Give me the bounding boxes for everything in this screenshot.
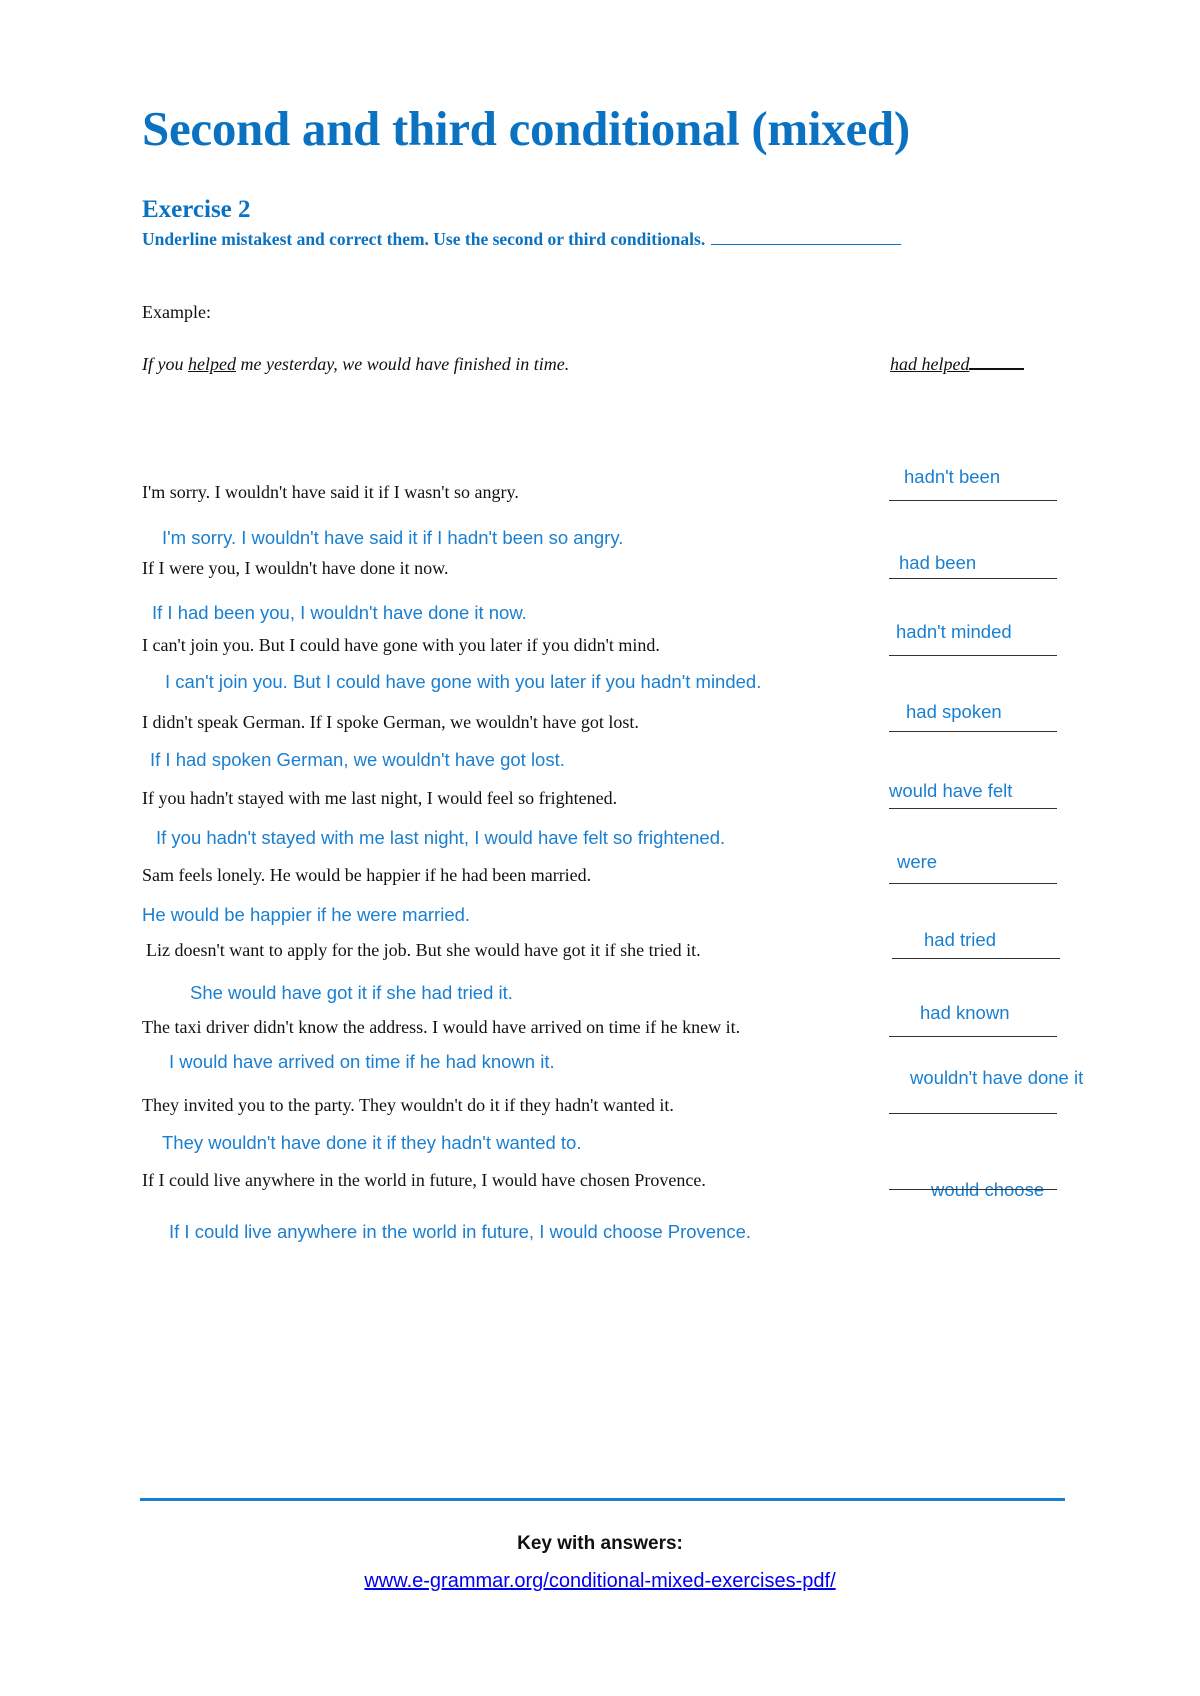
answer-line-6 [889, 883, 1057, 884]
example-sentence [142, 354, 569, 375]
answer-7: had tried [924, 929, 996, 950]
answer-line-9 [889, 1113, 1057, 1114]
answer-line-1 [889, 500, 1057, 501]
example-text: me yesterday, we would have finished in time. [235, 354, 570, 374]
question-10: If I could live anywhere in the world in future, I would have chosen Provence. [142, 1170, 706, 1190]
answer-line-7 [892, 958, 1060, 959]
example-answer [890, 354, 1024, 375]
question-2: If I were you, I wouldn't have done it now. [142, 558, 449, 578]
example-text: If you [142, 354, 188, 374]
correction-5: If you hadn't stayed with me last night, I would have felt so frightened. [156, 827, 726, 848]
answer-line-8 [889, 1036, 1057, 1037]
correction-8: I would have arrived on time if he had known it. [169, 1051, 555, 1072]
question-4: I didn't speak German. If I spoke German, we wouldn't have got lost. [142, 712, 639, 732]
question-8: The taxi driver didn't know the address. I would have arrived on time if he knew it. [142, 1017, 741, 1037]
exercise-heading: Exercise 2 [142, 196, 251, 223]
page-title: Second and third conditional (mixed) [142, 101, 910, 156]
question-7: Liz doesn't want to apply for the job. But she would have got it if she tried it. [146, 940, 701, 960]
answer-4: had spoken [906, 701, 1002, 722]
answer-1: hadn't been [904, 466, 1001, 487]
answer-3: hadn't minded [896, 621, 1012, 642]
example-answer-text: had helped [890, 354, 970, 374]
example-label: Example: [142, 302, 211, 322]
footer-divider [140, 1498, 1065, 1501]
correction-4: If I had spoken German, we wouldn't have got lost. [150, 749, 565, 770]
answer-key-link[interactable]: www.e-grammar.org/conditional-mixed-exercises-pdf/ [364, 1570, 836, 1592]
answer-5: would have felt [889, 780, 1013, 801]
example-underlined-mistake: helped [187, 354, 236, 374]
answer-line-4 [889, 731, 1057, 732]
question-5: If you hadn't stayed with me last night, I would feel so frightened. [142, 788, 618, 808]
instructions [142, 229, 901, 250]
instructions-text: Underline mistakest and correct them. Use the second or third conditionals. [142, 229, 706, 249]
question-6: Sam feels lonely. He would be happier if he had been married. [142, 865, 592, 885]
answer-line-2 [889, 578, 1057, 579]
instructions-blank-line [711, 230, 901, 245]
answer-key-label: Key with answers: [517, 1533, 683, 1554]
question-3: I can't join you. But I could have gone with you later if you didn't mind. [142, 635, 660, 655]
correction-3: I can't join you. But I could have gone with you later if you hadn't minded. [165, 671, 762, 692]
correction-6: He would be happier if he were married. [142, 904, 471, 925]
answer-2: had been [899, 552, 977, 573]
correction-2: If I had been you, I wouldn't have done it now. [152, 602, 527, 623]
question-9: They invited you to the party. They wouldn't do it if they hadn't wanted it. [142, 1095, 674, 1115]
answer-6: were [897, 851, 938, 872]
correction-10: If I could live anywhere in the world in future, I would choose Provence. [169, 1221, 752, 1242]
answer-8: had known [920, 1002, 1010, 1023]
correction-1: I'm sorry. I wouldn't have said it if I hadn't been so angry. [162, 527, 624, 548]
correction-7: She would have got it if she had tried it. [190, 982, 513, 1003]
example-answer-line [969, 354, 1024, 370]
correction-9: They wouldn't have done it if they hadn't wanted to. [162, 1132, 582, 1153]
answer-line-10 [889, 1189, 1057, 1190]
answer-line-5 [889, 808, 1057, 809]
answer-10: would choose [931, 1179, 1045, 1200]
answer-line-3 [889, 655, 1057, 656]
question-1: I'm sorry. I wouldn't have said it if I wasn't so angry. [142, 482, 519, 502]
answer-9: wouldn't have done it [910, 1067, 1084, 1088]
